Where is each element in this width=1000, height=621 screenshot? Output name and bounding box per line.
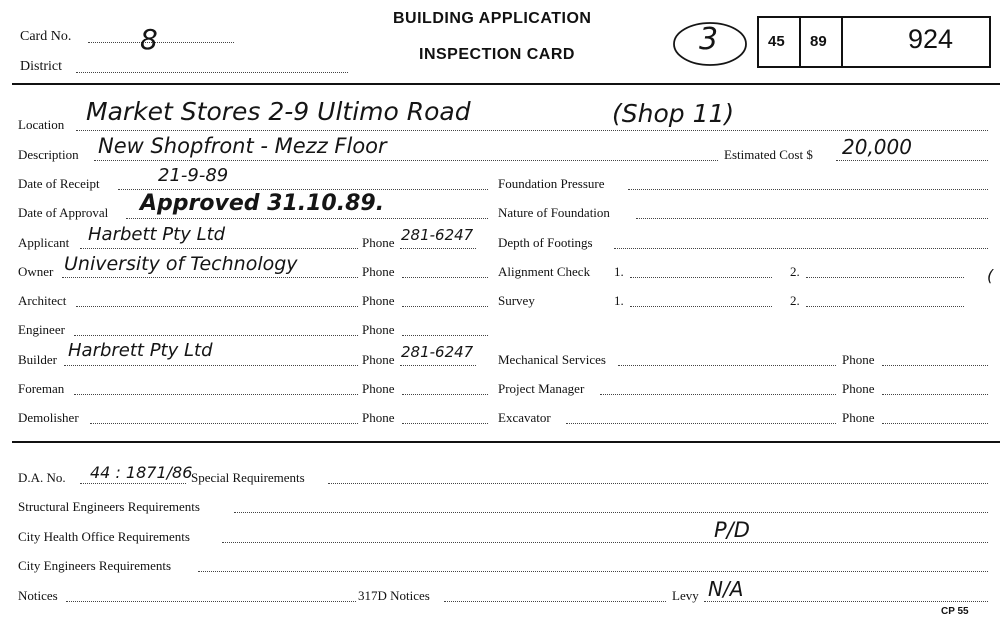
card-no-line [88, 42, 234, 43]
notices-label: Notices [18, 588, 58, 603]
nature-foundation-line [636, 218, 988, 219]
date-approval-label: Date of Approval [18, 205, 109, 220]
estimated-cost-value: 20,000 [842, 135, 912, 159]
engineer-line [74, 335, 358, 336]
demolisher-phone-label: Phone [362, 410, 395, 425]
reference-box-a: 45 [768, 33, 785, 50]
foreman-label: Foreman [18, 381, 65, 396]
owner-label: Owner [18, 264, 54, 279]
architect-phone-line [402, 306, 488, 307]
location-value: Market Stores 2-9 Ultimo Road [86, 97, 471, 126]
applicant-line [80, 248, 358, 249]
project-manager-line [600, 394, 836, 395]
survey-label: Survey [498, 293, 535, 308]
estimated-cost-line [836, 160, 988, 161]
applicant-phone-line [400, 248, 476, 249]
architect-phone-label: Phone [362, 293, 395, 308]
excavator-label: Excavator [498, 410, 551, 425]
builder-phone-line [400, 365, 476, 366]
engineer-label: Engineer [18, 322, 65, 337]
reference-divider-1 [799, 16, 801, 68]
excavator-phone-line [882, 423, 988, 424]
engineer-phone-label: Phone [362, 322, 395, 337]
header-divider [12, 83, 1000, 85]
da-no-label: D.A. No. [18, 470, 66, 485]
notices-317d-line [444, 601, 666, 602]
builder-label: Builder [18, 352, 57, 367]
architect-line [76, 306, 358, 307]
survey-num1: 1. [614, 293, 624, 308]
owner-phone-line [402, 277, 488, 278]
mechanical-phone-line [882, 365, 988, 366]
district-value: 8 [140, 23, 158, 56]
date-receipt-label: Date of Receipt [18, 176, 100, 191]
owner-line [62, 277, 358, 278]
builder-phone-label: Phone [362, 352, 395, 367]
estimated-cost-label: Estimated Cost $ [724, 147, 813, 162]
demolisher-phone-line [402, 423, 488, 424]
levy-value: N/A [708, 577, 744, 601]
special-requirements-line [328, 483, 988, 484]
survey-line1 [630, 306, 772, 307]
levy-label: Levy [672, 588, 699, 603]
reference-box-b: 89 [810, 33, 827, 50]
excavator-phone-label: Phone [842, 410, 875, 425]
nature-foundation-label: Nature of Foundation [498, 205, 610, 220]
description-line [94, 160, 718, 161]
location-label: Location [18, 117, 65, 132]
project-manager-phone-label: Phone [842, 381, 875, 396]
city-engineers-line [198, 571, 988, 572]
description-value: New Shopfront - Mezz Floor [98, 134, 387, 158]
foreman-phone-label: Phone [362, 381, 395, 396]
card-no-label: Card No. [20, 29, 72, 44]
owner-value: University of Technology [64, 253, 298, 275]
special-requirements-label: Special Requirements [191, 470, 305, 485]
alignment-check-label: Alignment Check [498, 264, 591, 279]
applicant-phone-label: Phone [362, 235, 395, 250]
project-manager-label: Project Manager [498, 381, 585, 396]
reference-divider-2 [841, 16, 843, 68]
mechanical-phone-label: Phone [842, 352, 875, 367]
depth-footings-line [614, 248, 988, 249]
date-approval-line [126, 218, 488, 219]
reference-box [757, 16, 991, 68]
foreman-phone-line [402, 394, 488, 395]
requirements-divider [12, 441, 1000, 443]
levy-line [704, 601, 988, 602]
builder-line [64, 365, 358, 366]
form-code: CP 55 [941, 606, 969, 617]
engineer-phone-line [402, 335, 488, 336]
survey-num2: 2. [790, 293, 800, 308]
city-engineers-label: City Engineers Requirements [18, 558, 172, 573]
survey-line2 [806, 306, 964, 307]
card-title-line1: BUILDING APPLICATION [393, 10, 592, 27]
location-line [76, 130, 988, 131]
notices-line [66, 601, 356, 602]
foundation-pressure-label: Foundation Pressure [498, 176, 605, 191]
health-requirements-label: City Health Office Requirements [18, 529, 190, 544]
architect-label: Architect [18, 293, 67, 308]
project-manager-phone-line [882, 394, 988, 395]
applicant-value: Harbett Pty Ltd [88, 224, 226, 245]
district-line [76, 72, 348, 73]
circled-number: 3 [699, 22, 719, 57]
notices-317d-label: 317D Notices [358, 588, 430, 603]
date-approval-value: Approved 31.10.89. [140, 191, 385, 216]
margin-mark: ( [987, 266, 994, 285]
da-no-line [80, 483, 186, 484]
demolisher-line [90, 423, 358, 424]
applicant-phone-value: 281-6247 [401, 226, 474, 244]
demolisher-label: Demolisher [18, 410, 79, 425]
builder-value: Harbrett Pty Ltd [68, 340, 213, 361]
depth-footings-label: Depth of Footings [498, 235, 593, 250]
applicant-label: Applicant [18, 235, 70, 250]
reference-box-c: 924 [908, 24, 954, 54]
foundation-pressure-line [628, 189, 988, 190]
alignment-check-num1: 1. [614, 264, 624, 279]
mechanical-label: Mechanical Services [498, 352, 606, 367]
foreman-line [74, 394, 358, 395]
date-receipt-value: 21-9-89 [158, 165, 229, 186]
description-label: Description [18, 147, 79, 162]
card-title-line2: INSPECTION CARD [419, 46, 575, 63]
alignment-check-num2: 2. [790, 264, 800, 279]
owner-phone-label: Phone [362, 264, 395, 279]
alignment-check-line1 [630, 277, 772, 278]
mechanical-line [618, 365, 836, 366]
location-note: (Shop 11) [612, 99, 735, 128]
structural-requirements-label: Structural Engineers Requirements [18, 499, 200, 514]
structural-requirements-line [234, 512, 988, 513]
excavator-line [566, 423, 836, 424]
district-label: District [20, 59, 62, 74]
health-requirements-value: P/D [714, 518, 750, 542]
builder-phone-value: 281-6247 [401, 343, 474, 361]
da-no-value: 44 : 1871/86 [90, 463, 193, 482]
alignment-check-line2 [806, 277, 964, 278]
health-requirements-line [222, 542, 988, 543]
